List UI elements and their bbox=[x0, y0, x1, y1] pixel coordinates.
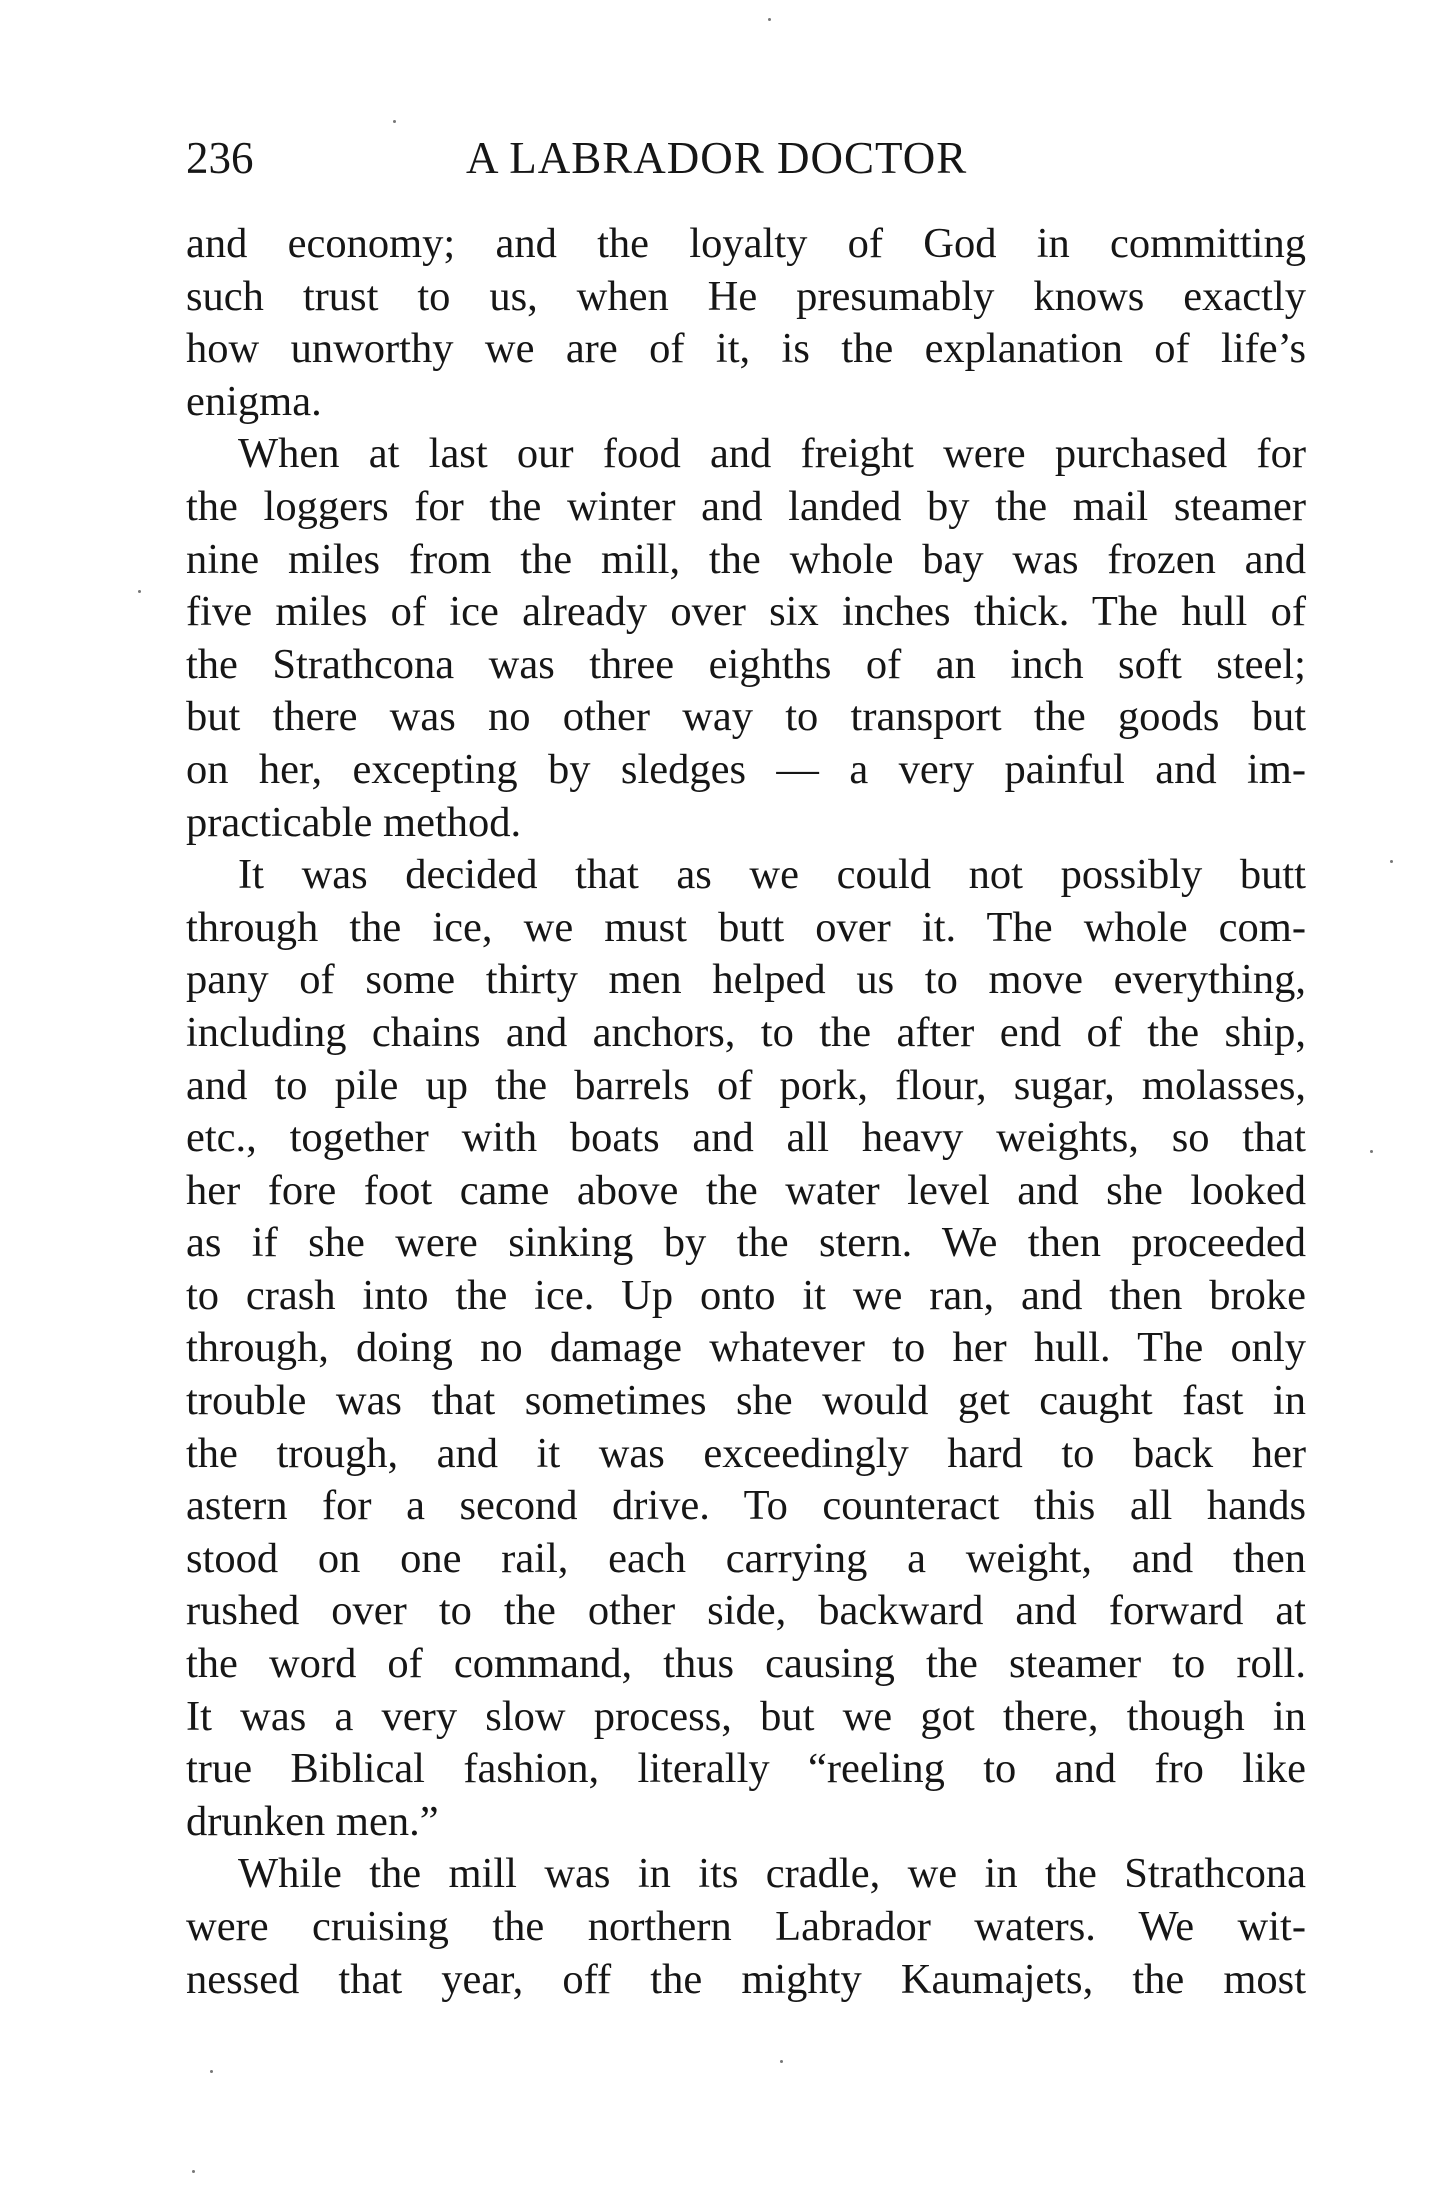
text-line: to crash into the ice. Up onto it we ran, and then broke bbox=[186, 1271, 1306, 1319]
text-line: on her, excepting by sledges — a very painful and im- bbox=[186, 745, 1306, 793]
text-line: but there was no other way to transport the goods but bbox=[186, 693, 1306, 741]
text-line: and economy; and the loyalty of God in committing bbox=[186, 220, 1306, 267]
paper-speck bbox=[210, 2070, 213, 2073]
text-line: and to pile up the barrels of pork, flour, sugar, molasses, bbox=[186, 1061, 1306, 1109]
text-line: the word of command, thus causing the steamer to roll. bbox=[186, 1640, 1306, 1688]
paper-speck bbox=[138, 590, 141, 593]
paragraph bbox=[186, 428, 1306, 849]
text-line: rushed over to the other side, backward and forward at bbox=[186, 1587, 1306, 1635]
text-line: It was a very slow process, but we got there, though in bbox=[186, 1692, 1306, 1740]
text-line: such trust to us, when He presumably knows exactly bbox=[186, 272, 1306, 320]
paragraph bbox=[186, 1848, 1306, 2006]
paragraph bbox=[186, 849, 1306, 1848]
paper-speck bbox=[192, 2170, 195, 2173]
text-line: While the mill was in its cradle, we in the Strathcona bbox=[238, 1850, 1306, 1898]
text-line: astern for a second drive. To counteract this all hands bbox=[186, 1482, 1306, 1530]
text-line: her fore foot came above the water level and she looked bbox=[186, 1166, 1306, 1214]
text-line: stood on one rail, each carrying a weight, and then bbox=[186, 1534, 1306, 1582]
text-line: the loggers for the winter and landed by the mail steamer bbox=[186, 482, 1306, 530]
text-line: nessed that year, off the mighty Kaumajets, the most bbox=[186, 1955, 1306, 2003]
text-line: pany of some thirty men helped us to move everything, bbox=[186, 956, 1306, 1004]
text-line: true Biblical fashion, literally “reeling to and fro like bbox=[186, 1745, 1306, 1793]
text-line: through, doing no damage whatever to her hull. The only bbox=[186, 1324, 1306, 1372]
text-line: drunken men.” bbox=[186, 1797, 439, 1845]
running-head bbox=[186, 128, 1306, 188]
text-line: the Strathcona was three eighths of an inch soft steel; bbox=[186, 640, 1306, 688]
text-line: through the ice, we must butt over it. The whole com- bbox=[186, 903, 1306, 951]
text-line: trouble was that sometimes she would get caught fast in bbox=[186, 1377, 1306, 1425]
paper-speck bbox=[780, 2060, 783, 2063]
text-line: as if she were sinking by the stern. We then proceeded bbox=[186, 1219, 1306, 1267]
page-number: 236 bbox=[186, 133, 254, 183]
text-line: It was decided that as we could not possibly butt bbox=[238, 851, 1306, 899]
paper-speck bbox=[1370, 1150, 1373, 1153]
paper-speck bbox=[768, 18, 771, 21]
text-line: enigma. bbox=[186, 377, 322, 425]
text-line: how unworthy we are of it, is the explanation of life’s bbox=[186, 325, 1306, 373]
paper-speck bbox=[393, 120, 396, 123]
book-title: A LABRADOR DOCTOR bbox=[466, 133, 968, 183]
text-line: five miles of ice already over six inches thick. The hull of bbox=[186, 588, 1306, 636]
paper-speck bbox=[1390, 860, 1393, 863]
text-line: When at last our food and freight were purchased for bbox=[238, 430, 1306, 478]
text-line: including chains and anchors, to the after end of the ship, bbox=[186, 1008, 1306, 1056]
text-line: the trough, and it was exceedingly hard to back her bbox=[186, 1429, 1306, 1477]
text-line: etc., together with boats and all heavy weights, so that bbox=[186, 1114, 1306, 1162]
body-text bbox=[186, 218, 1306, 2006]
text-line: were cruising the northern Labrador waters. We wit- bbox=[186, 1903, 1306, 1950]
text-line: nine miles from the mill, the whole bay was frozen and bbox=[186, 535, 1306, 583]
paragraph bbox=[186, 218, 1306, 428]
text-line: practicable method. bbox=[186, 798, 522, 846]
